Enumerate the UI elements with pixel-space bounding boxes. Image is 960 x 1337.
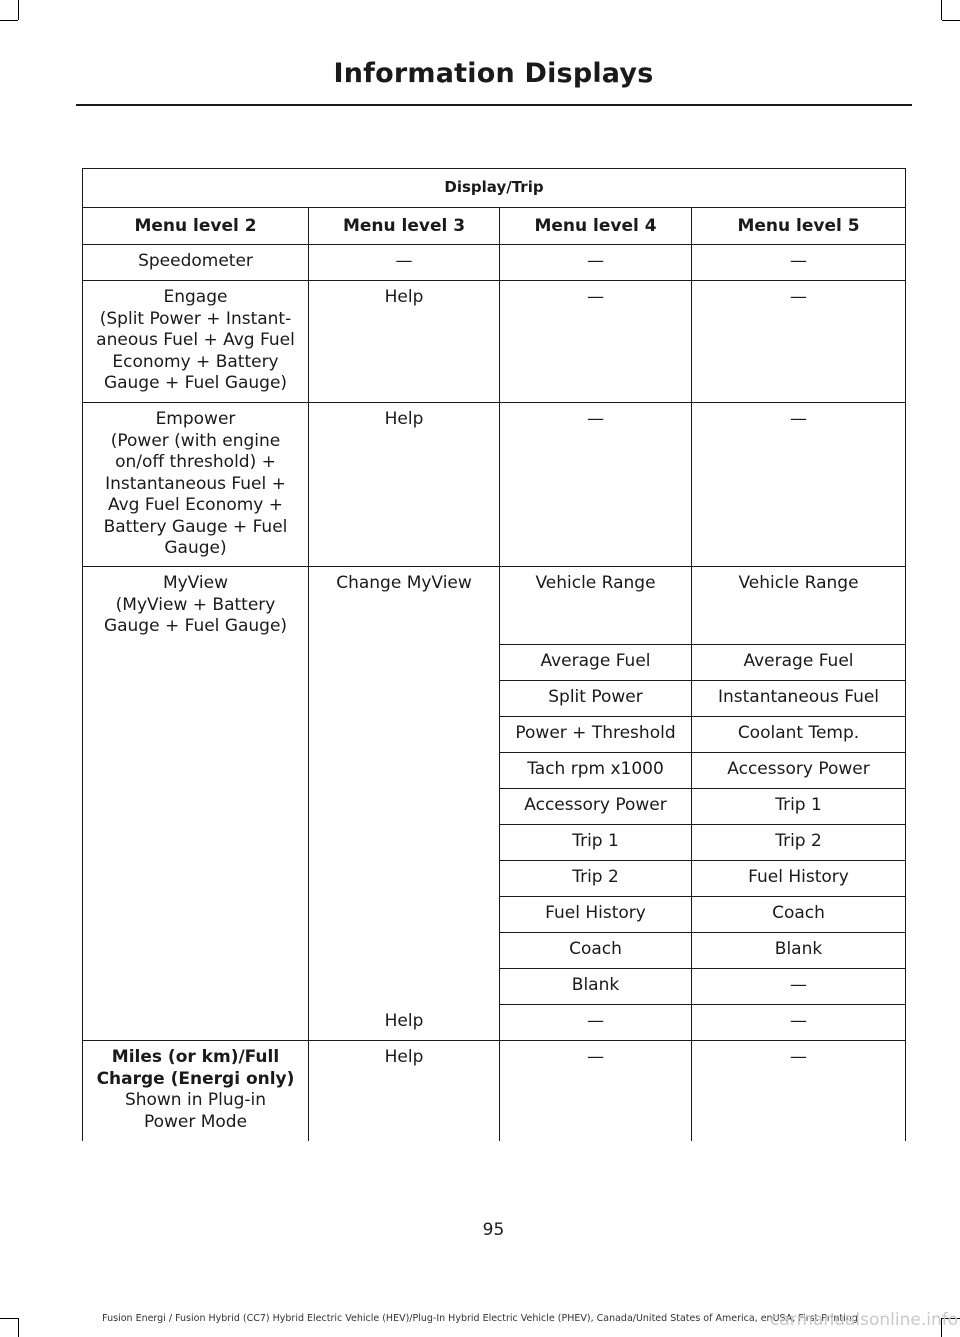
table-cell: Coolant Temp. [692,717,906,753]
table-cell: — [500,403,692,567]
cell-line: Gauge) [164,538,227,558]
cell-line: Gauge + Fuel Gauge) [103,616,288,636]
display-trip-table [82,168,906,1141]
table-cell: — [692,969,906,1005]
cell-line: aneous Fuel + Avg Fuel [96,330,295,350]
table-cell: — [692,403,906,567]
cell-line: Charge (Energi only) [96,1068,295,1089]
column-header-menu-level-5: Menu level 5 [692,207,906,245]
table-cell: Help [309,1041,500,1141]
column-header-menu-level-3: Menu level 3 [309,207,500,245]
table-cell: Average Fuel [500,645,692,681]
table-cell: Average Fuel [692,645,906,681]
table-row [83,567,906,645]
watermark: carmanualsonline.info [770,1310,959,1330]
cell-line: Miles (or km)/Full [111,1047,280,1067]
cell-line: Empower [155,409,236,429]
table-cell: — [692,1005,906,1041]
table-row [83,1041,906,1141]
table-cell: Help [309,281,500,403]
cell-line: (Split Power + Instant- [99,308,292,329]
cell-line: (Power (with engine [110,430,281,451]
table-cell [83,567,309,1041]
cell-line: Avg Fuel Economy + [107,495,284,515]
crop-mark [941,0,942,20]
table-cell: — [500,281,692,403]
table-cell: Tach rpm x1000 [500,753,692,789]
cell-line: Economy + Battery [112,351,279,372]
table-cell: — [692,245,906,281]
table-cell: Accessory Power [692,753,906,789]
table-cell: Accessory Power [500,789,692,825]
column-header-menu-level-2: Menu level 2 [83,207,309,245]
table-row [83,403,906,567]
table-cell: — [500,1005,692,1041]
cell-line: on/off threshold) + [115,452,276,472]
table-cell: — [692,1041,906,1141]
footer-text: Fusion Energi / Fusion Hybrid (CC7) Hybrid Electric Vehicle (HEV)/Plug-In Hybrid Electric Vehicle (PHEV), Canada/United States of America, enUSA, First Printing [102,1313,858,1324]
page-number: 95 [482,1220,505,1240]
table-cell: — [500,245,692,281]
table-cell: — [692,281,906,403]
table-cell: Instantaneous Fuel [692,681,906,717]
table-cell: Coach [692,897,906,933]
table-cell: Fuel History [500,897,692,933]
table-cell [83,1041,309,1141]
cell-line: Engage [163,287,228,307]
table-row [83,281,906,403]
cell-line: MyView [162,573,229,593]
header-divider [76,104,912,106]
table-cell: Change MyView [309,567,500,1005]
cell-line: Gauge + Fuel Gauge) [103,373,288,393]
table-cell: Power + Threshold [500,717,692,753]
crop-mark [0,20,18,21]
table-cell: Vehicle Range [500,567,692,645]
cell-line: Power Mode [143,1111,248,1132]
cell-line: (MyView + Battery [115,594,276,615]
table-cell: Trip 1 [500,825,692,861]
table-cell: Trip 1 [692,789,906,825]
table-cell: Help [309,1005,500,1041]
table-cell: Vehicle Range [692,567,906,645]
table-cell: Blank [692,933,906,969]
table-row [83,245,906,281]
table-cell: — [309,245,500,281]
table-cell [83,403,309,567]
table-cell: Split Power [500,681,692,717]
cell-line: Shown in Plug-in [124,1090,267,1110]
table-caption: Display/Trip [83,169,906,208]
crop-mark [942,20,960,21]
table-cell: Speedometer [83,245,309,281]
table-cell: Trip 2 [692,825,906,861]
cell-line: Battery Gauge + Fuel [103,516,288,537]
table-cell: Fuel History [692,861,906,897]
page-title: Information Displays [333,58,654,89]
table-cell: Coach [500,933,692,969]
table-cell [83,281,309,403]
table-cell: Help [309,403,500,567]
crop-mark [18,0,19,20]
column-header-menu-level-4: Menu level 4 [500,207,692,245]
table-cell: Trip 2 [500,861,692,897]
table-cell: — [500,1041,692,1141]
table-cell: Blank [500,969,692,1005]
cell-line: Instantaneous Fuel + [105,473,286,494]
